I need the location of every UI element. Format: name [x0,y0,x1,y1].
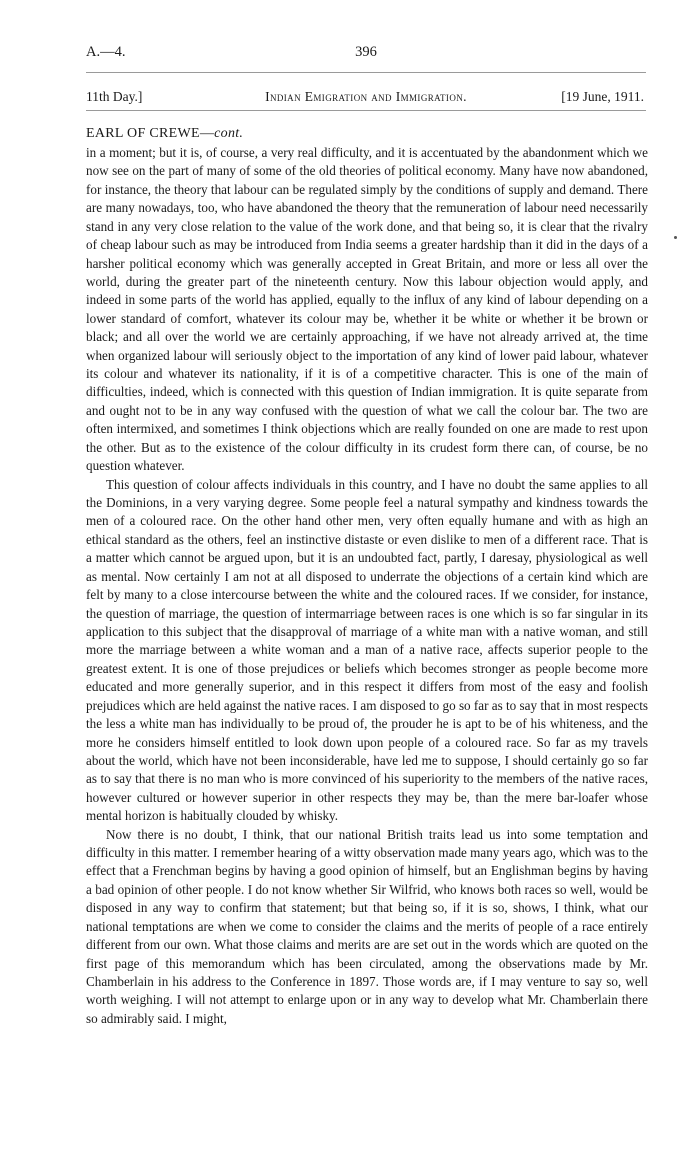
page-number: 396 [355,44,377,60]
running-head-day: 11th Day.] [86,89,143,104]
header-rule-bottom [86,110,646,111]
document-reference: A.—4. [86,44,126,60]
speaker-heading [86,126,243,142]
running-head-date: [19 June, 1911. [561,89,644,104]
paragraph-1: in a moment; but it is, of course, a very real difficulty, and it is accentuated by the abandonment which we now see on the part of many of some of the old theories of political economy. Many have now abandoned, for instance, the theory that labour can be regulated simply by the conditions of supply and demand. There are many nowadays, too, who have abandoned the theory that the remuneration of labour need necessarily stand in any very close relation to the value of the work done, and that being so, it is clear that the rivalry of cheap labour such as may be introduced from India seems a greater hardship than it did in the days of a harsher political economy which was generally accepted in Great Britain, and more or less all over the world, during the greater part of the nineteenth century. Now this labour objection would apply, and indeed in some parts of the world has applied, equally to the influx of any kind of labour depending on a lower standard of comfort, whatever its colour may be, whether it be white or whether it be brown or black; and all over the world we are certainly approaching, if we have not already arrived at, the time when organized labour will seriously object to the importation of any kind of lower paid labour, whatever its colour and whatever its nationality, if it is of a competitive character. This is one of the main of difficulties, indeed, which is connected with this question of Indian immigration. It is quite separate from and ought not to be in any way confused with the question of what we call the colour bar. The two are often intermixed, and sometimes I think objections which are really founded on one are made to rest upon the other. But as to the existence of the colour difficulty in its crudest form there can, of course, be no question whatever. [86,145,648,474]
speaker-name: EARL OF CREWE— [86,126,215,141]
page-header [86,44,646,64]
running-head [86,89,646,109]
speech-body [86,144,648,1028]
header-rule-top [86,72,646,73]
running-head-title: Indian Emigration and Immigration. [265,89,467,104]
margin-dot-mark [674,236,677,239]
paragraph-3: Now there is no doubt, I think, that our national British traits lead us into some temptation and difficulty in this matter. I remember hearing of a witty observation made many years ago, which was to the effect that a Frenchman begins by having a good opinion of himself, but an Englishman begins by having a bad opinion of other people. I do not know whether Sir Wilfrid, who knows both races so well, would be disposed in any way to confirm that statement; but that being so, if it is so, shows, I think, what our national temptations are when we come to consider the claims and the merits of people of a race entirely different from our own. What those claims and merits are are set out in the words which are quoted on the first page of this memorandum which has been circulated, among the observations made by Mr. Chamberlain in his address to the Conference in 1897. Those words are, if I may venture to say so, well worth weighing. I will not attempt to enlarge upon or in any way to develop what Mr. Chamberlain there so admirably said. I might, [86,826,648,1026]
speaker-cont: cont. [214,126,244,141]
paragraph-2: This question of colour affects individuals in this country, and I have no doubt the same applies to all the Dominions, in a very varying degree. Some people feel a natural sympathy and kindness towards the men of a coloured race. On the other hand other men, very often equally humane and with as high an ethical standard as the others, feel an instinctive distaste or even dislike to men of a different race. That is a matter which cannot be argued upon, but it is an undoubted fact, partly, I daresay, physiological as well as mental. Now certainly I am not at all disposed to underrate the objections of a certain kind which are felt by many to a close intercourse between the white and the coloured races. If we consider, for instance, the question of marriage, the question of intermarriage between races is one which is so far singular in its application to this subject that the disapproval of marriage of a white man with a native woman, and still more the marriage between a white woman and a man of a native race, affects superior people to the greatest extent. It is one of those prejudices or beliefs which becomes stronger as people become more educated and more generally superior, and in this respect it differs from most of the easy and foolish prejudices which are held against the native races. I am disposed to go so far as to say that in most respects the less a white man has individually to be proud of, the prouder he is apt to be of his whiteness, and the more he considers himself entitled to look down upon people of a coloured race. So far as my travels about the world, which have not been inconsiderable, have led me to suppose, I should certainly go so far as to say that there is no man who is more convinced of his superiority to the members of the native races, however cultured or however superior in other respects they may be, than the mere bar-loafer whose mental horizon is habitually clouded by whisky. [86,476,648,824]
